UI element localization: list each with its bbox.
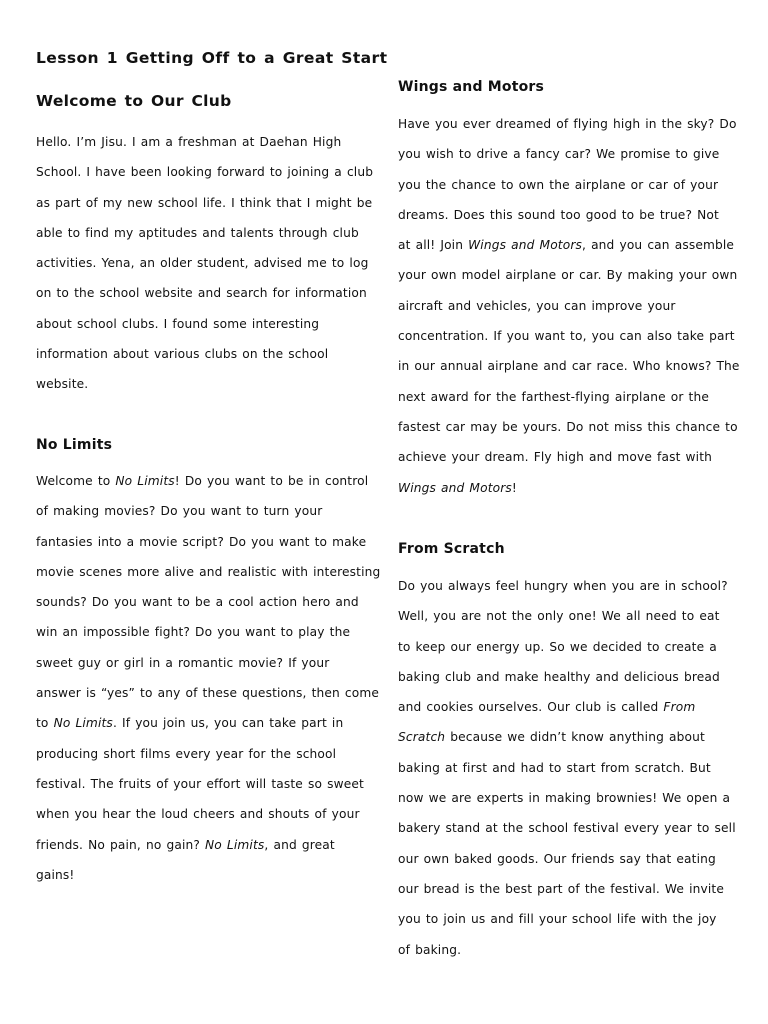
text-line bbox=[398, 844, 736, 874]
text-run: information about various clubs on the school bbox=[36, 347, 329, 362]
text-run: answer is “yes” to any of these questions, then come bbox=[36, 686, 380, 701]
text-run: ! Do you want to be in control bbox=[174, 474, 369, 488]
text-line bbox=[398, 291, 740, 321]
text-run: of making movies? Do you want to turn your bbox=[36, 504, 323, 519]
club-name-italic: No Limits bbox=[115, 474, 175, 488]
text-run: dreams. Does this sound too good to be true? Not bbox=[398, 207, 719, 222]
text-run: our bread is the best part of the festival. We invite bbox=[398, 881, 724, 896]
text-run: , and you can assemble bbox=[582, 238, 735, 253]
text-run: Have you ever dreamed of flying high in the sky? Do bbox=[398, 117, 737, 131]
text-run: , and great bbox=[264, 837, 335, 852]
text-line bbox=[398, 753, 736, 783]
text-line bbox=[398, 874, 736, 904]
intro-heading: Welcome to Our Club bbox=[36, 92, 232, 110]
text-run: concentration. If you want to, you can also take part bbox=[398, 329, 735, 344]
text-run: on to the school website and search for information bbox=[36, 286, 367, 301]
text-line bbox=[36, 309, 373, 339]
text-line bbox=[398, 382, 740, 412]
text-line bbox=[36, 339, 373, 369]
text-line bbox=[398, 662, 736, 692]
text-line bbox=[398, 321, 740, 351]
text-line bbox=[36, 157, 373, 187]
text-line bbox=[398, 935, 736, 965]
text-line bbox=[36, 708, 380, 738]
text-run: when you hear the loud cheers and shouts of your bbox=[36, 807, 360, 822]
text-line bbox=[398, 351, 740, 381]
text-line bbox=[36, 587, 380, 617]
text-line bbox=[36, 527, 380, 557]
text-run: your own model airplane or car. By making your own bbox=[398, 268, 738, 283]
text-run: win an impossible fight? Do you want to play the bbox=[36, 625, 351, 640]
text-line bbox=[36, 648, 380, 678]
text-run: . If you join us, you can take part in bbox=[112, 716, 344, 731]
text-run: our own baked goods. Our friends say that eating bbox=[398, 851, 716, 866]
wings-and-motors-heading: Wings and Motors bbox=[398, 79, 545, 95]
text-line bbox=[398, 813, 736, 843]
text-run: ! bbox=[511, 480, 517, 495]
text-run: to keep our energy up. So we decided to create a bbox=[398, 639, 717, 654]
text-run: bakery stand at the school festival every year to sell bbox=[398, 821, 736, 836]
text-line bbox=[398, 632, 736, 662]
text-run: at all! Join bbox=[398, 238, 469, 253]
club-name-italic: From bbox=[663, 700, 696, 715]
text-run: Do you always feel hungry when you are in school? bbox=[398, 579, 728, 593]
wings-and-motors-paragraph bbox=[398, 109, 740, 503]
text-run: in our annual airplane and car race. Who knows? The bbox=[398, 359, 740, 374]
text-line bbox=[398, 200, 740, 230]
text-run: friends. No pain, no gain? bbox=[36, 837, 206, 852]
no-limits-paragraph bbox=[36, 466, 380, 890]
text-line bbox=[36, 278, 373, 308]
club-name-italic: No Limits bbox=[205, 837, 265, 852]
text-line bbox=[398, 692, 736, 722]
text-run: School. I have been looking forward to joining a club bbox=[36, 165, 374, 180]
text-run: festival. The fruits of your effort will taste so sweet bbox=[36, 776, 364, 791]
no-limits-heading: No Limits bbox=[36, 437, 113, 453]
text-line bbox=[398, 260, 740, 290]
text-run: you wish to drive a fancy car? We promise to give bbox=[398, 147, 720, 162]
text-run: baking at first and had to start from scratch. But bbox=[398, 760, 711, 775]
text-run: to bbox=[36, 716, 54, 731]
text-run: aircraft and vehicles, you can improve your bbox=[398, 298, 676, 313]
text-line bbox=[398, 442, 740, 472]
text-run: sweet guy or girl in a romantic movie? If your bbox=[36, 655, 330, 670]
text-line bbox=[36, 799, 380, 829]
from-scratch-heading: From Scratch bbox=[398, 541, 505, 557]
text-run: you the chance to own the airplane or car of your bbox=[398, 177, 719, 192]
text-run: now we are experts in making brownies! We open a bbox=[398, 791, 731, 806]
text-line bbox=[36, 830, 380, 860]
lesson-title: Lesson 1 Getting Off to a Great Start bbox=[36, 49, 388, 67]
text-run: Welcome to bbox=[36, 474, 116, 488]
text-line bbox=[398, 473, 740, 503]
text-run: website. bbox=[36, 377, 89, 392]
text-line bbox=[398, 139, 740, 169]
text-line bbox=[398, 601, 736, 631]
text-line bbox=[398, 571, 736, 601]
text-run: of baking. bbox=[398, 942, 462, 957]
from-scratch-paragraph bbox=[398, 571, 736, 965]
text-run: fantasies into a movie script? Do you want to make bbox=[36, 534, 367, 549]
text-line bbox=[36, 496, 380, 526]
text-line bbox=[36, 188, 373, 218]
text-line bbox=[36, 739, 380, 769]
text-run: Well, you are not the only one! We all need to eat bbox=[398, 609, 720, 624]
text-run: activities. Yena, an older student, advised me to log bbox=[36, 256, 369, 271]
text-run: fastest car may be yours. Do not miss this chance to bbox=[398, 419, 738, 434]
text-run: you to join us and fill your school life with the joy bbox=[398, 912, 717, 927]
text-line bbox=[36, 769, 380, 799]
text-line bbox=[36, 127, 373, 157]
text-run: producing short films every year for the school bbox=[36, 746, 337, 761]
text-line bbox=[398, 722, 736, 752]
text-line bbox=[398, 170, 740, 200]
text-run: sounds? Do you want to be a cool action hero and bbox=[36, 595, 359, 610]
text-run: and cookies ourselves. Our club is called bbox=[398, 700, 664, 715]
club-name-italic: Wings and Motors bbox=[468, 238, 583, 253]
text-line bbox=[398, 412, 740, 442]
text-line bbox=[36, 218, 373, 248]
text-line bbox=[398, 230, 740, 260]
club-name-italic: Scratch bbox=[398, 730, 446, 745]
intro-paragraph bbox=[36, 127, 373, 400]
text-line bbox=[36, 617, 380, 647]
club-name-italic: Wings and Motors bbox=[398, 480, 512, 495]
text-run: Hello. I’m Jisu. I am a freshman at Daehan High bbox=[36, 135, 342, 149]
text-run: about school clubs. I found some interesting bbox=[36, 316, 320, 331]
text-run: as part of my new school life. I think that I might be bbox=[36, 195, 373, 210]
text-line bbox=[398, 904, 736, 934]
text-run: because we didn’t know anything about bbox=[445, 730, 705, 745]
text-line bbox=[36, 466, 380, 496]
text-line bbox=[36, 369, 373, 399]
text-run: movie scenes more alive and realistic with interesting bbox=[36, 564, 381, 579]
text-line bbox=[398, 783, 736, 813]
text-line bbox=[36, 557, 380, 587]
text-run: next award for the farthest-flying airplane or the bbox=[398, 389, 709, 404]
text-line bbox=[36, 678, 380, 708]
text-run: achieve your dream. Fly high and move fast with bbox=[398, 450, 713, 465]
text-line bbox=[36, 248, 373, 278]
text-run: gains! bbox=[36, 867, 75, 882]
text-run: baking club and make healthy and delicious bread bbox=[398, 669, 720, 684]
text-line bbox=[36, 860, 380, 890]
club-name-italic: No Limits bbox=[53, 716, 113, 731]
text-line bbox=[398, 109, 740, 139]
text-run: able to find my aptitudes and talents through club bbox=[36, 225, 359, 240]
